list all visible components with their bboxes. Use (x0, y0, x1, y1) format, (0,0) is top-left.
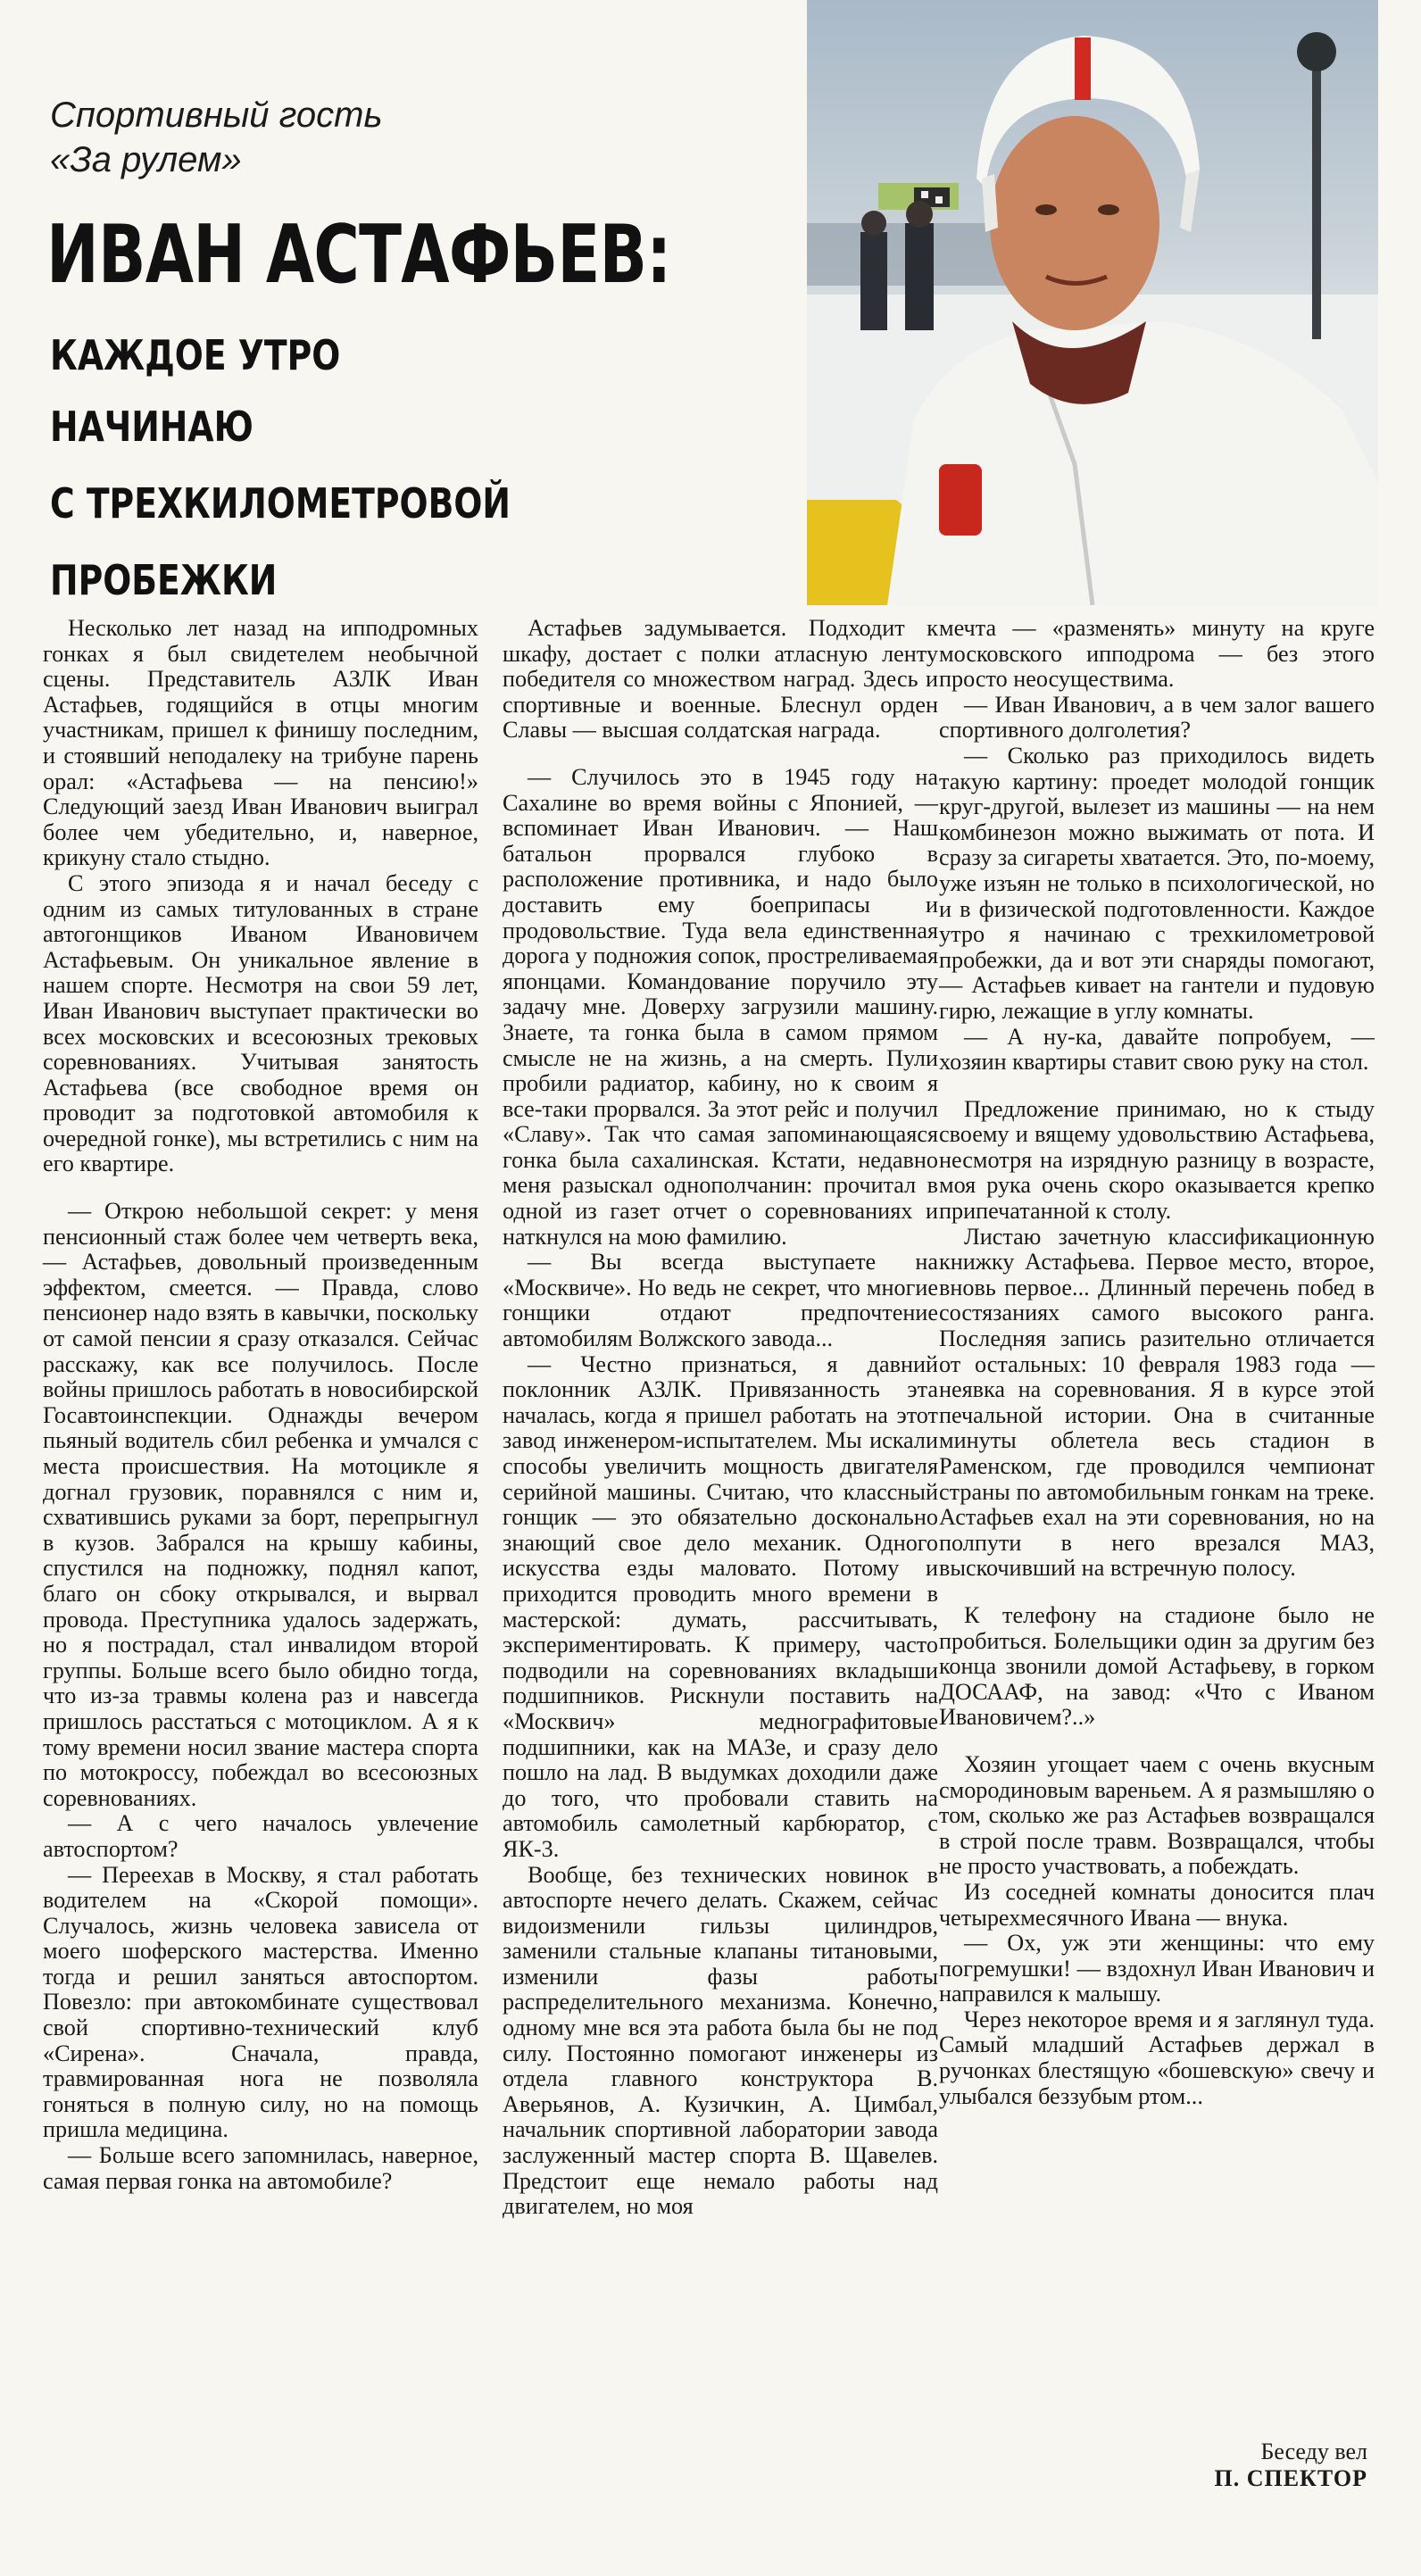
paragraph: — Честно признаться, я давний поклонник АЗЛК. Привязанность эта началась, когда я пришел работать на этот завод инженером-испытателем. Мы искали способы увеличить мощность двигателя серийной машины. Считаю, что классный гонщик — это обязательно досконально знающий свое дело механик. Одного искусства езды маловато. Потому и приходится проводить много времени в мастерской: думать, рассчитывать, экспериментировать. К примеру, часто подводили на соревнованиях вкладыши подшипников. Рискнули поставить на «Москвич» меднографитовые подшипники, как на МАЗе, и сразу дело пошло на лад. В выдумках доходили даже до того, что пробовали ставить на автомобиль самолетный карбюратор, с ЯК-3. (503, 1350, 938, 1862)
kicker-line-2: «За рулем» (50, 140, 242, 179)
paragraph: Предложение принимаю, но к стыду своему и вящему удовольствию Астафьева, несмотря на изрядную разницу в возрасте, моя рука очень скоро оказывается крепко припечатанной к столу. (939, 1095, 1375, 1225)
paragraph: Хозяин угощает чаем с очень вкусным смородиновым вареньем. А я размышляю о том, сколько же раз Астафьев возвращался в строй после травм. Возвращался, чтобы не просто участвовать, а побеждать. (939, 1750, 1375, 1880)
paragraph: Через некоторое время и я заглянул туда. Самый младший Астафьев держал в ручонках блестящую «бошевскую» свечу и улыбался беззубым ртом... (939, 2006, 1375, 2109)
article-column-3 (939, 616, 1375, 2109)
paragraph: — А ну-ка, давайте попробуем, — хозяин квартиры ставит свою руку на стол. (939, 1023, 1375, 1076)
question: — Вы всегда выступаете на «Москвиче». Но ведь не секрет, что многие гонщики отдают предпочтение автомобилям Волжского завода... (503, 1249, 938, 1352)
article-title: ИВАН АСТАФЬЕВ: (46, 208, 671, 302)
subtitle-line-1: КАЖДОЕ УТРО (50, 331, 341, 379)
subtitle-line-3: С ТРЕХКИЛОМЕТРОВОЙ (50, 479, 511, 528)
portrait-illustration (807, 0, 1378, 605)
question: — Больше всего запомнилась, наверное, самая первая гонка на автомобиле? (43, 2142, 478, 2194)
paragraph: Несколько лет назад на ипподромных гонках я был свидетелем необычной сцены. Представитель АЗЛК Иван Астафьев, годящийся в отцы многим участникам, пришел к финишу последним, и стоявший неподалеку на трибуне парень орал: «Астафьева — на пенсию!» Следующий заезд Иван Иванович выиграл более чем убедительно, и, наверное, крикуну стало стыдно. (43, 615, 478, 871)
paragraph: — Сколько раз приходилось видеть такую картину: проедет молодой гонщик круг-другой, вылезет из машины — на нем комбинезон можно выжимать от пота. И сразу за сигареты хватается. Это, по-моему, уже изъян не только в психологической, но и в физической подготовленности. Каждое утро я начинаю с трехкилометровой пробежки, да и вот эти снаряды помогают, — Астафьев кивает на гантели и пудовую гирю, лежащие в углу комнаты. (939, 742, 1375, 1024)
kicker-line-1: Спортивный гость (50, 96, 383, 135)
paragraph: — Переехав в Москву, я стал работать водителем на «Скорой помощи». Случалось, жизнь человека зависела от моего шоферского мастерства. Именно тогда и решил заняться автоспортом. Повезло: при автокомбинате существовал свой спортивно-технический клуб «Сирена». Сначала, правда, травмированная нога не позволяла гоняться в полную силу, но на помощь пришла медицина. (43, 1861, 478, 2143)
paragraph: мечта — «разменять» минуту на круге московского ипподрома — без этого просто неосуществима. (939, 615, 1375, 693)
paragraph: Листаю зачетную классификационную книжку Астафьева. Первое место, второе, вновь первое... Длинный перечень побед в состязаниях самого высокого ранга. Последняя запись разительно отличается от остальных: 10 февраля 1983 года — неявка на соревнования. Я в курсе этой печальной истории. Она в считанные минуты облетела весь стадион в Раменском, где проводился чемпионат страны по автомобильным гонкам на треке. Астафьев ехал на эти соревнования, но на полпути в него врезался МАЗ, выскочивший на встречную полосу. (939, 1223, 1375, 1582)
signature-line-1: Беседу вел (1260, 2439, 1367, 2464)
portrait-photo (807, 0, 1378, 605)
signature-author: П. СПЕКТОР (1214, 2465, 1367, 2491)
paragraph: С этого эпизода я и начал беседу с одним из самых титулованных в стране автогонщиков Иваном Ивановичем Астафьевым. Он уникальное явление в нашем спорте. Несмотря на свои 59 лет, Иван Иванович выступает практически во всех московских и всесоюзных трековых соревнованиях. Учитывая занятость Астафьева (все свободное время он проводит за подготовкой автомобиля к очередной гонке), мы встретились с ним на его квартире. (43, 869, 478, 1177)
paragraph: Вообще, без технических новинок в автоспорте нечего делать. Скажем, сейчас видоизменили гильзы цилиндров, заменили стальные клапаны титановыми, изменили фазы работы распределительного механизма. Конечно, одному мне вся эта работа была бы не под силу. Постоянно помогают инженеры из отдела главного конструктора В. Аверьянов, А. Кузичкин, А. Цимбал, начальник спортивной лаборатории завода заслуженный мастер спорта В. Щавелев. Предстоит еще немало работы над двигателем, но моя (503, 1861, 938, 2220)
rubric-kicker (50, 93, 383, 182)
article-column-1 (43, 616, 478, 2194)
article-column-2 (503, 616, 938, 2220)
question: — Иван Иванович, а в чем залог вашего спортивного долголетия? (939, 691, 1375, 744)
subtitle-line-4: ПРОБЕЖКИ (50, 556, 278, 604)
question: — А с чего началось увлечение автоспортом? (43, 1810, 478, 1862)
paragraph: Из соседней комнаты доносится плач четырехмесячного Ивана — внука. (939, 1878, 1375, 1931)
paragraph: К телефону на стадионе было не пробиться. Болельщики один за другим без конца звонили домой Астафьеву, в горком ДОСААФ, на завод: «Что с Иваном Ивановичем?..» (939, 1601, 1375, 1731)
paragraph: Астафьев задумывается. Подходит к шкафу, достает с полки атласную ленту победителя со множеством наград. Здесь и спортивные и военные. Блеснул орден Славы — высшая солдатская награда. (503, 615, 938, 744)
paragraph: — Открою небольшой секрет: у меня пенсионный стаж более чем четверть века, — Астафьев, довольный произведенным эффектом, смеется. — Правда, слово пенсионер надо взять в кавычки, поскольку от самой пенсии я сразу отказался. Сейчас расскажу, как все получилось. После войны пришлось работать в новосибирской Госавтоинспекции. Однажды вечером пьяный водитель сбил ребенка и умчался с места происшествия. На мотоцикле я догнал грузовик, поравнялся с ним и, схватившись руками за борт, перепрыгнул в кузов. Забрался на крышу кабины, спустился на подножку, поднял капот, благо он сбоку открывался, и вырвал провода. Преступника удалось задержать, но я пострадал, стал инвалидом второй группы. Больше всего было обидно тогда, что из-за травмы колена раз и навсегда пришлось расстаться с мотоциклом. А я к тому времени носил звание мастера спорта по мотокроссу, побеждал во всесоюзных соревнованиях. (43, 1198, 478, 1811)
paragraph: — Ох, уж эти женщины: что ему погремушки! — вздохнул Иван Иванович и направился к малышу. (939, 1930, 1375, 2007)
subtitle-line-2: НАЧИНАЮ (50, 403, 253, 451)
author-signature (1214, 2439, 1367, 2492)
paragraph: — Случилось это в 1945 году на Сахалине во время войны с Японией, — вспоминает Иван Иванович. — Наш батальон прорвался глубоко в расположение противника, и надо было доставить ему боеприпасы и продовольствие. Туда вела единственная дорога у подножия сопок, простреливаемая японцами. Командование поручило эту задачу мне. Доверху загрузили машину. Знаете, та гонка была в самом прямом смысле не на жизнь, а на смерть. Пули пробили радиатор, кабину, но к своим я все-таки прорвался. За этот рейс и получил «Славу». Так что самая запоминающаяся гонка была сахалинская. Кстати, недавно меня разыскал однополчанин: прочитал в одной из газет отчет о соревнованиях и наткнулся на мою фамилию. (503, 763, 938, 1250)
